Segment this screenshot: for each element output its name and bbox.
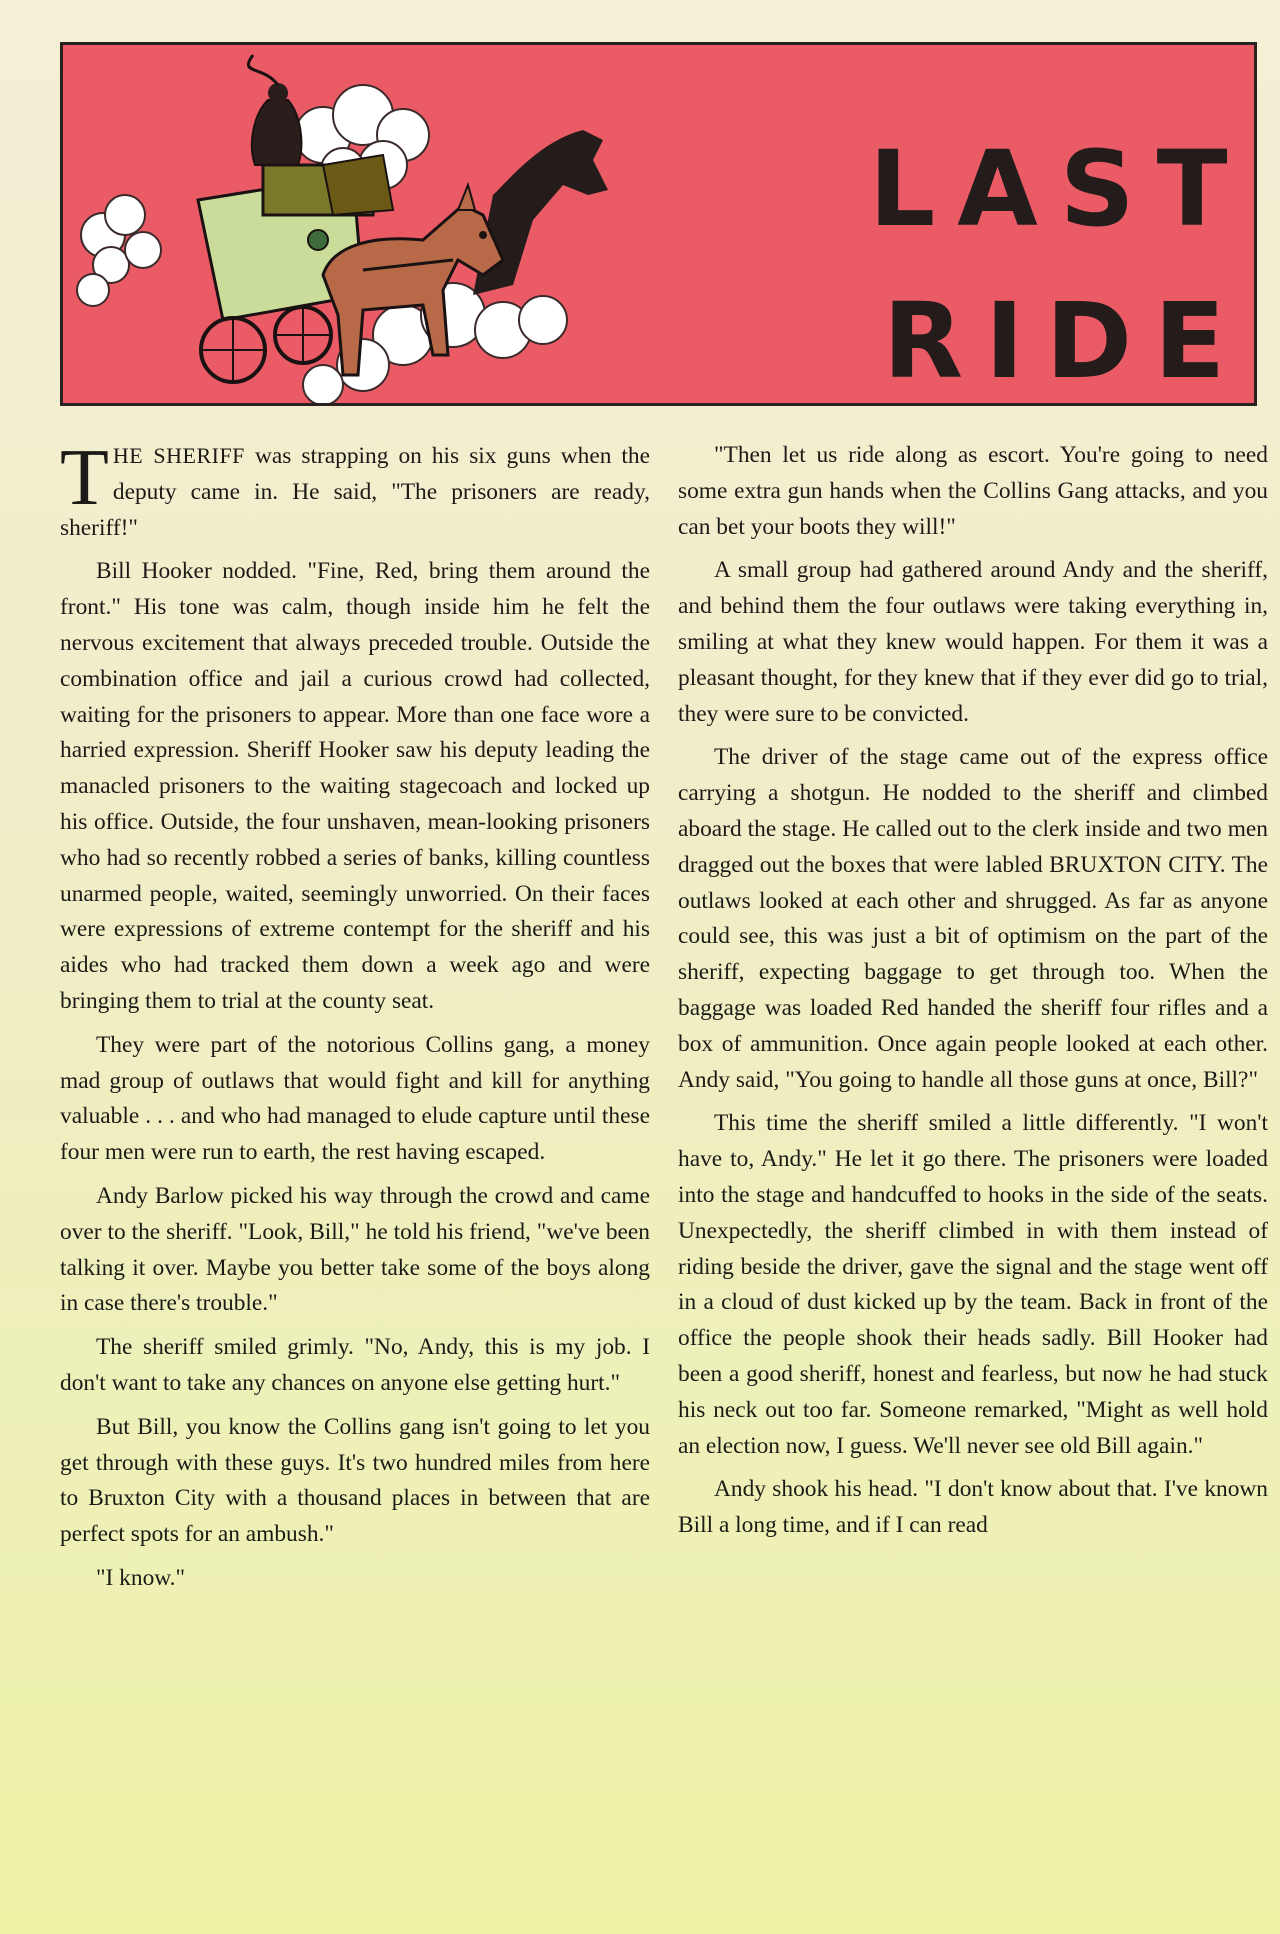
story-column-left [60, 434, 651, 1605]
stagecoach-and-horse-illustration [63, 45, 623, 406]
story-paragraph: Bill Hooker nodded. "Fine, Red, bring them around the front." His tone was calm, though inside him he felt the nervous excitement that always preceded trouble. Outside the combination office and jail a curious crowd had collected, waiting for the prisoners to appear. More than one face wore a harried expression. Sheriff Hooker saw his deputy leading the manacled prisoners to the waiting stagecoach and locked up his office. Outside, the four unshaven, mean-looking prisoners who had so recently robbed a series of banks, killing countless unarmed people, waited, seemingly unworried. On their faces were expressions of extreme contempt for the sheriff and his aides who had tracked them down a week ago and were bringing them to trial at the county seat. [60, 558, 650, 1014]
title-line-last: LAST [869, 128, 1250, 250]
story-paragraph: This time the sheriff smiled a little differently. "I won't have to, Andy." He let it go there. The prisoners were loaded into the stage and handcuffed to hooks in the side of the seats. Unexpectedly, the sheriff climbed in with them instead of riding beside the driver, gave the signal and the stage went off in a cloud of dust kicked up by the team. Back in front of the office the people shook their heads sadly. Bill Hooker had been a good sheriff, honest and fearless, but now he had stuck his neck out too far. Someone remarked, "Might as well hold an election now, I guess. We'll never see old Bill again." [678, 1110, 1268, 1459]
title-line-ride: RIDE [883, 280, 1248, 402]
story-paragraph: "I know." [96, 1564, 186, 1591]
small-caps-opening: HE SHERIFF [112, 443, 245, 468]
title-banner [60, 42, 1257, 406]
story-paragraph: Andy Barlow picked his way through the crowd and came over to the sheriff. "Look, Bill," he told his friend, "we've been talking it over. Maybe you better take some of the boys along in case there's trouble." [60, 1182, 650, 1317]
story-column-right [678, 438, 1268, 1552]
story-paragraph: They were part of the notorious Collins gang, a money mad group of outlaws that would fight and kill for anything valuable . . . and who had managed to elude capture until these four men were run to earth, the rest having escaped. [60, 1031, 650, 1166]
drop-cap: T [60, 434, 109, 522]
story-paragraph: But Bill, you know the Collins gang isn't going to let you get through with these guys. It's two hundred miles from here to Bruxton City with a thousand places in between that are perfect spots for an ambush." [60, 1413, 650, 1548]
story-paragraph: Andy shook his head. "I don't know about that. I've known Bill a long time, and if I can read [678, 1476, 1268, 1539]
story-paragraph [60, 434, 651, 546]
paragraph-text: was strapping on his six guns when the deputy came in. He said, "The prisoners are ready, sheriff!" [60, 443, 651, 541]
story-paragraph: The driver of the stage came out of the express office carrying a shotgun. He nodded to the sheriff and climbed aboard the stage. He called out to the clerk inside and two men dragged out the boxes that were labled BRUXTON CITY. The outlaws looked at each other and shrugged. As far as anyone could see, this was just a bit of optimism on the part of the sheriff, expecting baggage to get through too. When the baggage was loaded Red handed the sheriff four rifles and a box of ammunition. Once again people looked at each other. Andy said, "You going to handle all those guns at once, Bill?" [678, 744, 1268, 1093]
story-paragraph: A small group had gathered around Andy and the sheriff, and behind them the four outlaws were taking everything in, smiling at what they knew would happen. For them it was a pleasant thought, for they knew that if they ever did go to trial, they were sure to be convicted. [678, 557, 1268, 727]
story-paragraph: The sheriff smiled grimly. "No, Andy, this is my job. I don't want to take any chances on anyone else getting hurt." [60, 1334, 650, 1396]
story-paragraph: "Then let us ride along as escort. You're going to need some extra gun hands when the Collins Gang attacks, and you can bet your boots they will!" [678, 442, 1268, 540]
